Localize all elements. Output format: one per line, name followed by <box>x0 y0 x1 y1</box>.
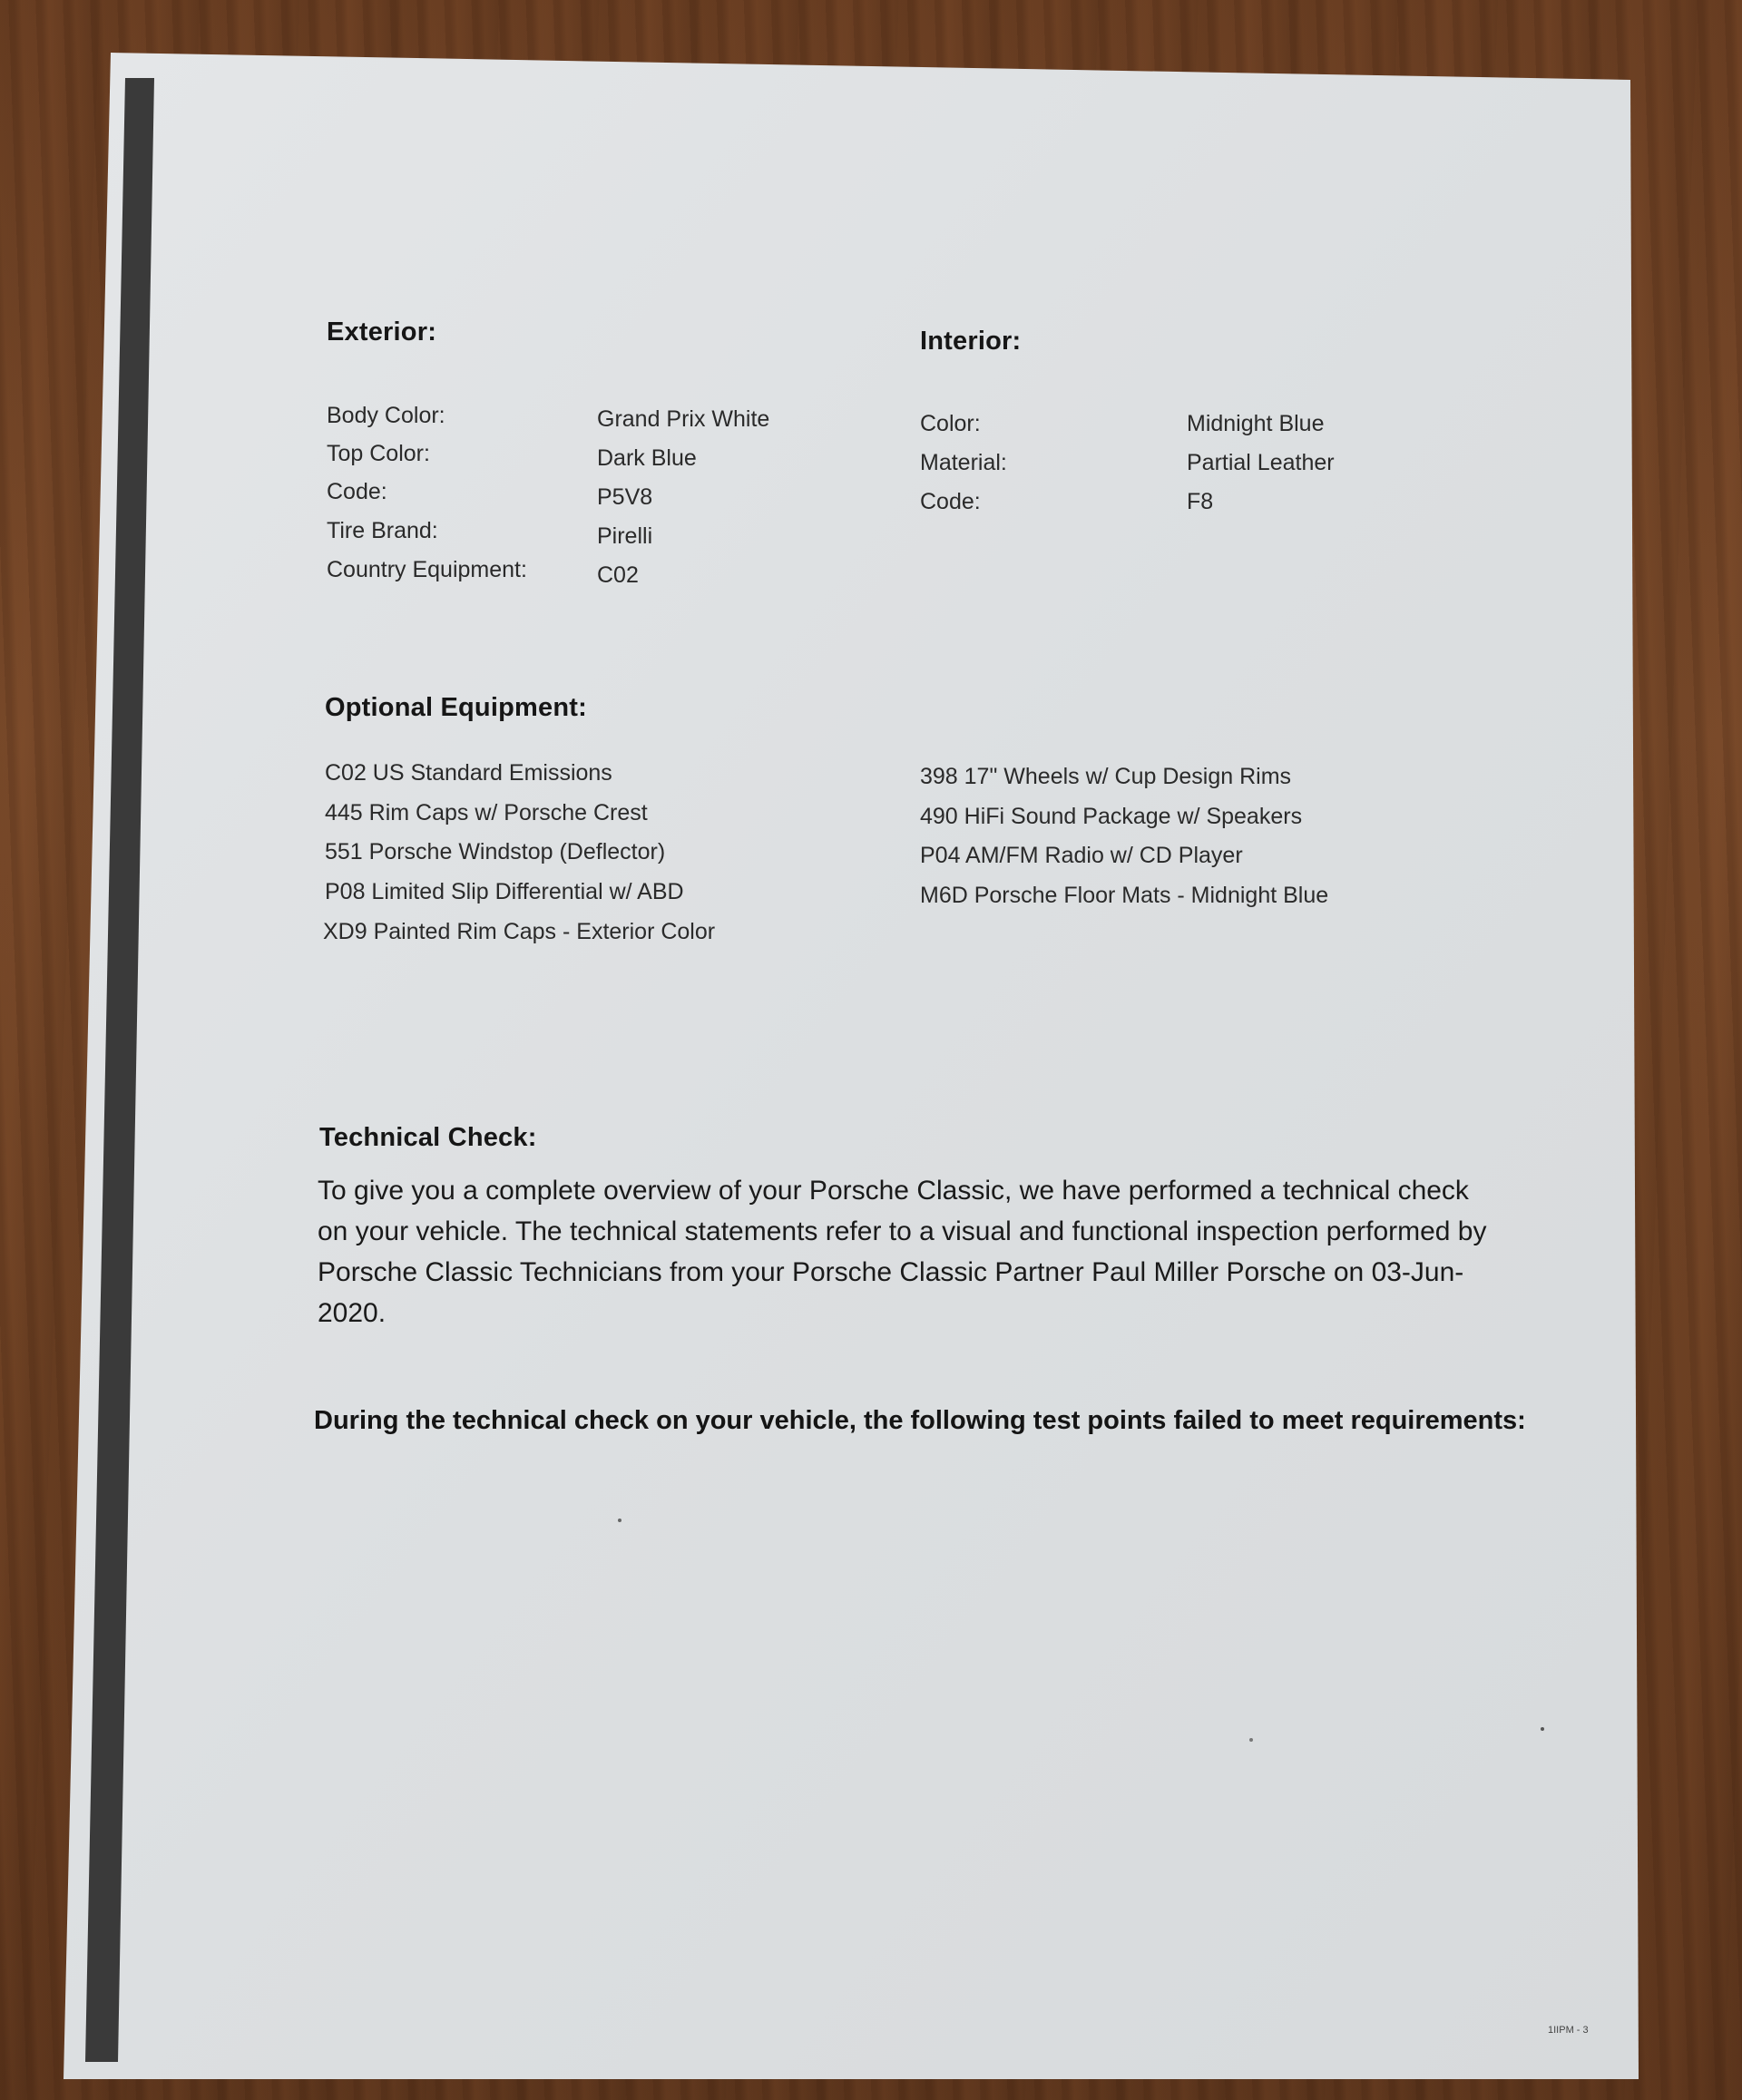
technical-check-heading: Technical Check: <box>319 1123 537 1152</box>
option-item: 445 Rim Caps w/ Porsche Crest <box>325 800 648 825</box>
option-item: P04 AM/FM Radio w/ CD Player <box>920 843 1243 868</box>
paper-speck <box>618 1519 621 1522</box>
exterior-value-tire-brand: Pirelli <box>597 523 653 549</box>
exterior-value-country-equipment: C02 <box>597 562 639 588</box>
exterior-label-tire-brand: Tire Brand: <box>327 518 438 543</box>
interior-heading: Interior: <box>920 327 1022 356</box>
exterior-value-top-color: Dark Blue <box>597 445 697 471</box>
option-item: 398 17" Wheels w/ Cup Design Rims <box>920 764 1292 789</box>
interior-value-code: F8 <box>1187 489 1214 514</box>
optional-equipment-heading: Optional Equipment: <box>325 693 587 722</box>
exterior-heading: Exterior: <box>327 317 437 347</box>
option-item: 551 Porsche Windstop (Deflector) <box>325 839 666 864</box>
exterior-value-code: P5V8 <box>597 484 653 510</box>
exterior-label-top-color: Top Color: <box>327 441 430 466</box>
option-item: M6D Porsche Floor Mats - Midnight Blue <box>920 883 1329 908</box>
exterior-label-body-color: Body Color: <box>327 403 445 428</box>
technical-check-paragraph: To give you a complete overview of your Porsche Classic, we have performed a technical check on your vehicle. The technical statements refer to a visual and functional inspection performed by Porsche Classic Technicians from your Porsche Classic Partner Paul Miller Porsche on 03-Jun-2020. <box>318 1176 1487 1328</box>
option-item: P08 Limited Slip Differential w/ ABD <box>325 879 684 904</box>
interior-label-color: Color: <box>920 411 981 436</box>
interior-label-code: Code: <box>920 489 981 514</box>
interior-value-material: Partial Leather <box>1187 450 1335 475</box>
paper-speck <box>1249 1738 1253 1742</box>
interior-label-material: Material: <box>920 450 1007 475</box>
interior-value-color: Midnight Blue <box>1187 411 1325 436</box>
paper-speck <box>1541 1727 1544 1731</box>
paper-surface <box>64 53 1639 2079</box>
failed-test-points-heading: During the technical check on your vehicle, the following test points failed to meet requirements: <box>314 1406 1526 1435</box>
option-item: 490 HiFi Sound Package w/ Speakers <box>920 804 1303 829</box>
option-item: XD9 Painted Rim Caps - Exterior Color <box>323 919 716 944</box>
exterior-value-body-color: Grand Prix White <box>597 406 770 432</box>
option-item: C02 US Standard Emissions <box>325 760 612 786</box>
page-footer-code: 1IIPM - 3 <box>1548 2025 1589 2036</box>
exterior-label-country-equipment: Country Equipment: <box>327 557 527 582</box>
exterior-label-code: Code: <box>327 479 387 504</box>
